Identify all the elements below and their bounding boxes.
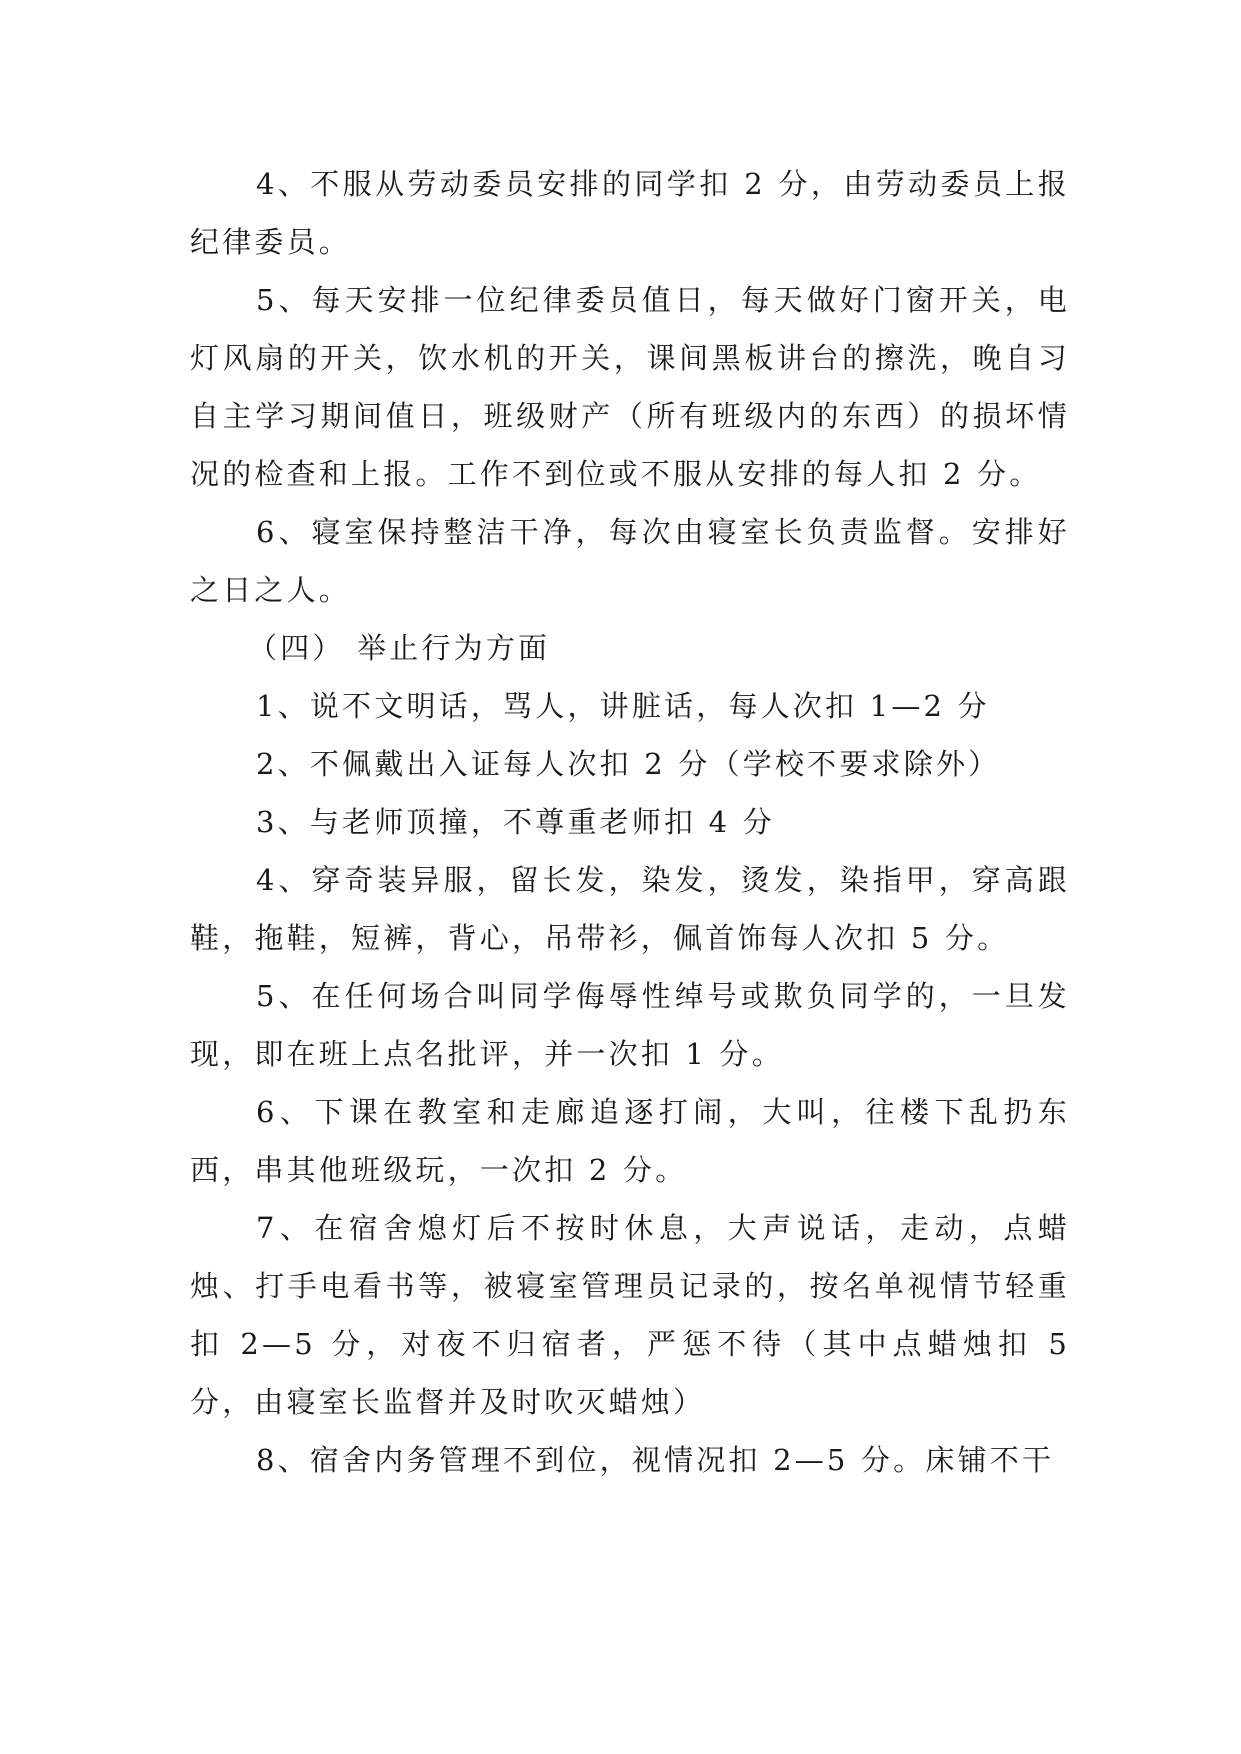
rule-paragraph: 6、寝室保持整洁干净，每次由寝室长负责监督。安排好之日之人。 (190, 515, 1070, 607)
rule-paragraph: 1、说不文明话，骂人，讲脏话，每人次扣 1—2 分 (256, 689, 990, 723)
rule-paragraph: 6、下课在教室和走廊追逐打闹，大叫，往楼下乱扔东西，串其他班级玩，一次扣 2 分。 (190, 1095, 1070, 1187)
section-heading: （四） 举止行为方面 (248, 631, 551, 665)
rule-paragraph: 5、在任何场合叫同学侮辱性绰号或欺负同学的，一旦发现，即在班上点名批评，并一次扣 1 分。 (190, 979, 1070, 1071)
rule-paragraph: 8、宿舍内务管理不到位，视情况扣 2—5 分。床铺不干 (256, 1443, 1055, 1477)
rule-paragraph: 3、与老师顶撞，不尊重老师扣 4 分 (256, 805, 775, 839)
rule-paragraph: 4、穿奇装异服，留长发，染发，烫发，染指甲，穿高跟鞋，拖鞋，短裤，背心，吊带衫，佩首饰每人次扣 5 分。 (190, 863, 1070, 955)
rule-paragraph: 7、在宿舍熄灯后不按时休息，大声说话，走动，点蜡烛、打手电看书等，被寝室管理员记录的，按名单视情节轻重扣 2—5 分，对夜不归宿者，严惩不待（其中点蜡烛扣 5 分，由寝室长监督并及时吹灭蜡烛） (190, 1211, 1070, 1419)
rule-paragraph: 5、每天安排一位纪律委员值日，每天做好门窗开关，电灯风扇的开关，饮水机的开关，课间黑板讲台的擦洗，晚自习自主学习期间值日，班级财产（所有班级内的东西）的损坏情况的检查和上报。工作不到位或不服从安排的每人扣 2 分。 (190, 283, 1070, 491)
rule-paragraph: 4、不服从劳动委员安排的同学扣 2 分，由劳动委员上报纪律委员。 (190, 167, 1070, 259)
rule-paragraph: 2、不佩戴出入证每人次扣 2 分（学校不要求除外） (256, 747, 1001, 781)
document-body (190, 155, 1070, 1489)
